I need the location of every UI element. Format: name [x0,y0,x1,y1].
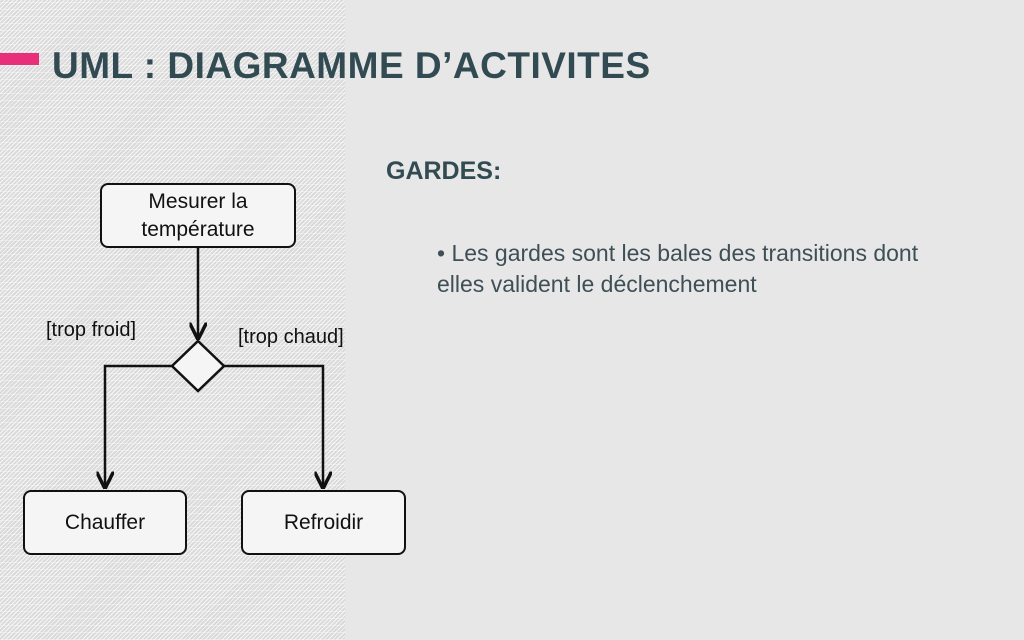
slide-title: UML : DIAGRAMME D’ACTIVITES [52,45,651,86]
guard-too-cold: [trop froid] [46,319,137,341]
flow-decision-to-cool [224,366,323,487]
decision-diamond [172,341,224,391]
activity-diagram [0,0,420,640]
activity-heat: Chauffer [23,490,187,555]
activity-measure-temperature: Mesurer la température [100,183,296,248]
activity-cool: Refroidir [241,490,406,555]
bullet-text: • Les gardes sont les bales des transitions dont elles valident le déclenchement [437,240,919,297]
section-heading: GARDES: [386,157,502,185]
guard-too-hot: [trop chaud] [238,326,344,348]
flow-decision-to-heat [105,366,172,487]
